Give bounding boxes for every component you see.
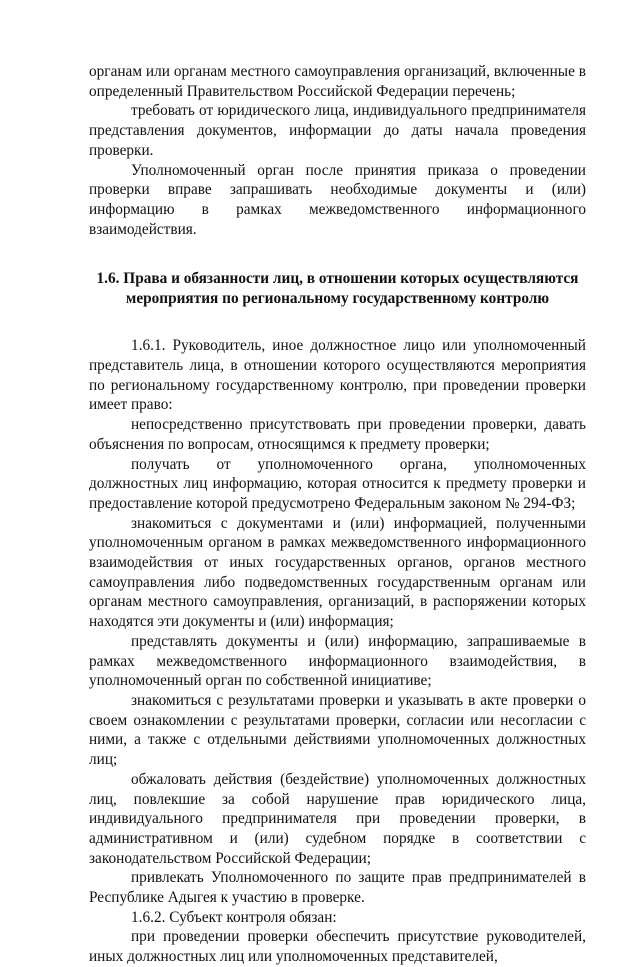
paragraph: органам или органам местного самоуправления организаций, включенные в определенный Правительством Российской Федерации перечень; [89, 63, 586, 100]
paragraph: требовать от юридического лица, индивидуального предпринимателя представления документов, информации до даты начала проведения проверки. [89, 102, 586, 159]
paragraph: привлекать Уполномоченного по защите прав предпринимателей в Республике Адыгея к участию в проверке. [89, 869, 586, 907]
paragraph: 1.6.1. Руководитель, иное должностное лицо или уполномоченный представитель лица, в отношении которого осуществляются мероприятия по региональному государственному контролю, при проведении проверки имеет право: [89, 337, 586, 414]
paragraph: получать от уполномоченного органа, уполномоченных должностных лиц информацию, которая относится к предмету проверки и предоставление которой предусмотрено Федеральным законом № 294-ФЗ; [89, 455, 586, 512]
paragraph: знакомиться с результатами проверки и указывать в акте проверки о своем ознакомлении с результатами проверки, согласии или несогласии с ними, а также с отдельными действиями уполномоченных должностных лиц; [89, 691, 586, 769]
paragraph: знакомиться с документами и (или) информацией, полученными уполномоченным органом в рамках межведомственного информационного взаимодействия от иных государственных органов, органов местного самоуправления либо подведомственных государственным органам или органам местного самоуправления, организаций, в распоряжении которых находятся эти документы и (или) информация; [89, 514, 586, 631]
paragraph: обжаловать действия (бездействие) уполномоченных должностных лиц, повлекшие за собой нарушение прав юридического лица, индивидуального предпринимателя при проведении проверки, в административном и (или) судебном порядке в соответствии с законодательством Российской Федерации; [89, 770, 586, 867]
paragraph: представлять документы и (или) информацию, запрашиваемые в рамках межведомственного информационного взаимодействия, в уполномоченный орган по собственной инициативе; [89, 632, 586, 690]
document-body [89, 62, 586, 967]
section-heading: 1.6. Права и обязанности лиц, в отношении которых осуществляются мероприятия по региональному государственному контролю [96, 270, 579, 308]
paragraph: непосредственно присутствовать при проведении проверки, давать объяснения по вопросам, относящимся к предмету проверки; [89, 416, 586, 453]
paragraph: 1.6.2. Субъект контроля обязан: [131, 908, 337, 926]
paragraph: при проведении проверки обеспечить присутствие руководителей, иных должностных лиц или уполномоченных представителей, [89, 928, 586, 966]
paragraph: Уполномоченный орган после принятия приказа о проведении проверки вправе запрашивать необходимые документы и (или) информацию в рамках межведомственного информационного взаимодействия. [89, 161, 586, 238]
